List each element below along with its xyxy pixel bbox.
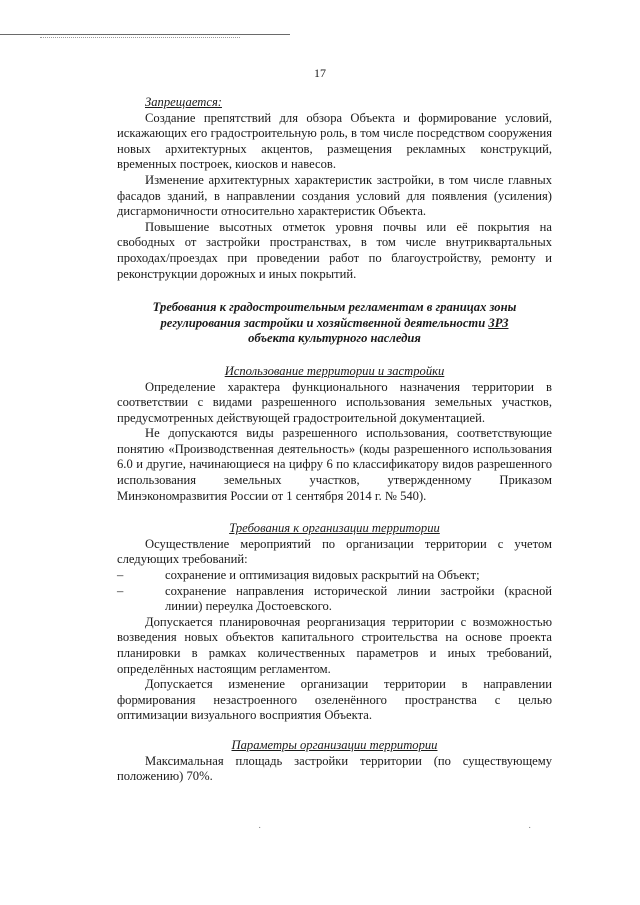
- organization-paragraph-2: Допускается изменение организации территории в направлении формирования незастроенного озеленённого пространства с целью оптимизации визуального восприятия Объекта.: [117, 677, 552, 723]
- prohibited-block: [117, 95, 552, 111]
- zone-requirements-heading: [127, 300, 542, 347]
- scan-speck: ˙: [258, 826, 262, 837]
- organization-paragraph-1: Допускается планировочная реорганизация территории с возможностью возведения новых объектов капитального строительства на основе проекта планировки в рамках количественных параметров и иных требований, определённых настоящим регламентом.: [117, 614, 552, 676]
- prohibited-paragraph-1: Создание препятствий для обзора Объекта и формирование условий, искажающих его градостроительную роль, в том числе посредством сооружения новых архитектурных акцентов, размещения рекламных конструкций, временных построек, киосков и навесов.: [117, 110, 552, 172]
- prohibited-label: Запрещается:: [145, 95, 222, 109]
- zone-code: ЗРЗ: [488, 315, 509, 330]
- heading-line-1: Требования к градостроительным регламентам в границах зоны: [152, 300, 517, 315]
- heading-line-2-text: регулирования застройки и хозяйственной деятельности: [160, 315, 486, 330]
- prohibited-paragraph-2: Изменение архитектурных характеристик застройки, в том числе главных фасадов зданий, в направлении создания условий для появления (усиления) дисгармоничности относительно характеристик Объекта.: [117, 172, 552, 219]
- heading-line-2: [127, 316, 542, 332]
- heading-line-3: объекта культурного наследия: [248, 331, 421, 346]
- list-dash: –: [117, 583, 124, 598]
- list-dash: –: [117, 568, 124, 583]
- scan-edge-line: [0, 34, 290, 35]
- organization-intro: Осуществление мероприятий по организации территории с учетом следующих требований:: [117, 536, 552, 567]
- land-use-paragraph-1: Определение характера функционального назначения территории в соответствии с видами разрешенного использования земельных участков, предусмотренных действующей градостроительной документацией.: [117, 379, 552, 425]
- land-use-paragraph-2: Не допускаются виды разрешенного использования, соответствующие понятию «Производственная деятельность» (коды разрешенного использования 6.0 и другие, начинающиеся на цифру 6 по классификатору видов разрешенного использования земельных участков, утвержденному Приказом Минэкономразвития России от 1 сентября 2014 г. № 540).: [117, 426, 552, 503]
- prohibited-paragraph-3: Повышение высотных отметок уровня почвы или её покрытия на свободных от застройки пространствах, в том числе внутриквартальных проходах/проездах при проведении работ по благоустройству, ремонту и реконструкции дорожных и иных покрытий.: [117, 219, 552, 281]
- section-title-land-use: Использование территории и застройки: [224, 363, 445, 378]
- scan-speck: ˙: [528, 826, 532, 837]
- scan-edge-line: [40, 37, 240, 38]
- list-item: [117, 568, 552, 584]
- parameters-paragraph: Максимальная площадь застройки территории (по существующему положению) 70%.: [117, 753, 552, 784]
- list-item-text: сохранение и оптимизация видовых раскрытий на Объект;: [165, 568, 480, 583]
- page-number: 17: [314, 66, 326, 80]
- list-item: [117, 584, 552, 615]
- section-title-parameters: Параметры организации территории: [231, 737, 438, 752]
- list-item-text: сохранение направления исторической линии застройки (красной линии) переулка Достоевского.: [165, 583, 552, 614]
- document-body: [117, 95, 552, 785]
- section-title-organization: Требования к организации территории: [229, 521, 440, 536]
